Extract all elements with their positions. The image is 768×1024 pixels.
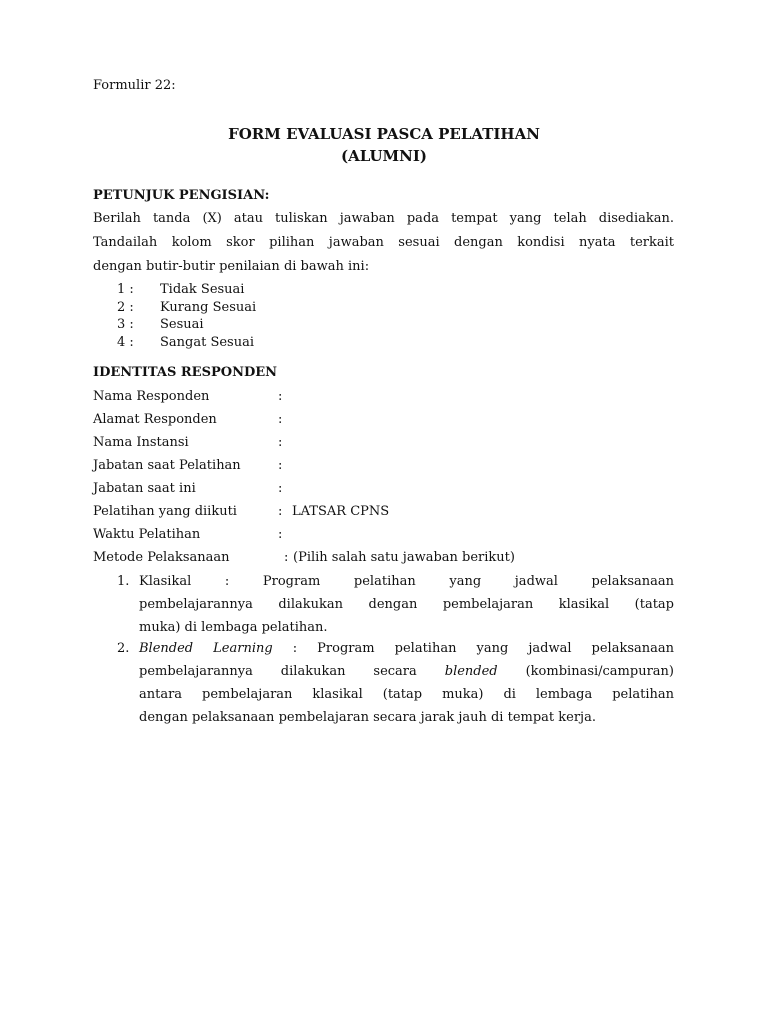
field-label: Jabatan saat ini	[93, 481, 196, 496]
field-label: Metode Pelaksanaan	[93, 550, 230, 565]
word: jadwal	[514, 574, 558, 589]
word: Program	[262, 574, 321, 589]
method-2-line1-rest: : Program pelatihan yang jadwal pelaksanaan	[292, 641, 674, 656]
scale-number: 4 :	[117, 335, 134, 350]
word: pelatihan	[353, 574, 416, 589]
scale-number: 2 :	[117, 300, 134, 315]
scale-number: 1 :	[117, 282, 134, 297]
method-2-line1	[139, 637, 674, 660]
instructions-line1: Berilah tanda (X) atau tuliskan jawaban pada tempat yang telah disediakan.	[93, 211, 674, 226]
scale-number: 3 :	[117, 317, 134, 332]
field-colon: :	[278, 504, 283, 519]
form-title-line2: (ALUMNI)	[341, 147, 427, 165]
method-number: 2.	[117, 641, 130, 656]
field-colon: :	[278, 481, 283, 496]
field-colon: :	[278, 435, 283, 450]
field-colon: :	[278, 527, 283, 542]
word: :	[224, 574, 230, 589]
scale-label: Kurang Sesuai	[160, 300, 257, 315]
field-colon: :	[278, 458, 283, 473]
method-number: 1.	[117, 574, 130, 589]
field-label: Alamat Responden	[93, 412, 217, 427]
field-label: Waktu Pelatihan	[93, 527, 201, 542]
field-label: Nama Instansi	[93, 435, 189, 450]
method-2-line3: antara pembelajaran klasikal (tatap muka) di lembaga pelatihan	[139, 687, 674, 702]
word: pelaksanaan	[591, 574, 675, 589]
scale-label: Tidak Sesuai	[160, 282, 245, 297]
method-2-term: Blended Learning	[139, 641, 273, 656]
scale-label: Sangat Sesuai	[160, 335, 255, 350]
method-2-line2-italic: blended	[444, 664, 498, 679]
scale-label: Sesuai	[160, 317, 204, 332]
method-2-line2-pre: pembelajarannya dilakukan secara	[139, 664, 417, 679]
instructions-line3: dengan butir-butir penilaian di bawah ini:	[93, 259, 370, 274]
method-1-line3: muka) di lembaga pelatihan.	[139, 620, 328, 635]
method-1-line2: pembelajarannya dilakukan dengan pembelajaran klasikal (tatap	[139, 597, 674, 612]
method-2-line4: dengan pelaksanaan pembelajaran secara jarak jauh di tempat kerja.	[139, 710, 596, 725]
method-2-line2-post: (kombinasi/campuran)	[525, 664, 674, 679]
field-label: Jabatan saat Pelatihan	[93, 458, 241, 473]
method-2-text	[139, 637, 674, 729]
instructions-heading: PETUNJUK PENGISIAN:	[93, 188, 270, 203]
field-label: Nama Responden	[93, 389, 210, 404]
method-2-line2	[139, 660, 674, 683]
field-colon: :	[278, 389, 283, 404]
instructions-line2: Tandailah kolom skor pilihan jawaban sesuai dengan kondisi nyata terkait	[93, 235, 674, 250]
field-value: (Pilih salah satu jawaban berikut)	[293, 550, 515, 565]
form-number: Formulir 22:	[93, 78, 176, 93]
field-colon: :	[278, 412, 283, 427]
form-title-line1: FORM EVALUASI PASCA PELATIHAN	[228, 125, 540, 143]
word: yang	[449, 574, 482, 589]
identity-heading: IDENTITAS RESPONDEN	[93, 365, 278, 380]
field-label: Pelatihan yang diikuti	[93, 504, 237, 519]
field-value: LATSAR CPNS	[292, 504, 390, 519]
field-colon: :	[284, 550, 289, 565]
method-1-term: Klasikal	[139, 574, 192, 589]
method-1-text	[139, 570, 674, 639]
method-1-line1	[139, 570, 674, 593]
